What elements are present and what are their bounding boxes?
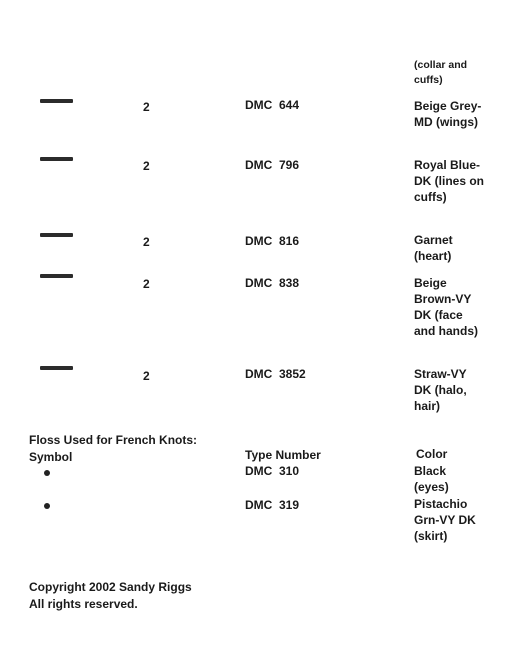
knot-color-name-2: Pistachio Grn-VY DK (skirt) (414, 497, 476, 543)
floss-number-2: DMC 796 (245, 158, 300, 172)
copyright-line: Copyright 2002 Sandy Riggs (29, 580, 192, 594)
french-knot-symbol-2 (44, 503, 50, 509)
color-name-1: Beige Grey-MD (wings) (414, 99, 482, 129)
strands-5: 2 (143, 369, 150, 383)
rights-reserved-line: All rights reserved. (29, 597, 138, 611)
strands-1: 2 (143, 100, 150, 114)
floss-number-4: DMC 838 (245, 276, 300, 290)
color-name-3: Garnet (heart) (414, 233, 453, 263)
knot-floss-number-2: DMC 319 (245, 498, 300, 512)
color-name-5: Straw-VY DK (halo, hair) (414, 367, 467, 413)
floss-number-1: DMC 644 (245, 98, 300, 112)
backstitch-symbol-4 (40, 274, 73, 278)
french-knot-symbol-1 (44, 470, 50, 476)
backstitch-symbol-1 (40, 99, 73, 103)
floss-number-3: DMC 816 (245, 234, 300, 248)
backstitch-symbol-5 (40, 366, 73, 370)
column-header-symbol: Symbol (29, 450, 73, 464)
backstitch-symbol-2 (40, 157, 73, 161)
floss-number-5: DMC 3852 (245, 367, 306, 381)
column-header-color: Color (416, 447, 448, 461)
strands-4: 2 (143, 277, 150, 291)
color-name-4: Beige Brown-VY DK (face and hands) (414, 276, 479, 338)
french-knots-heading: Floss Used for French Knots: (29, 433, 198, 447)
color-name-2: Royal Blue-DK (lines on cuffs) (414, 158, 485, 204)
backstitch-symbol-3 (40, 233, 73, 237)
knot-floss-number-1: DMC 310 (245, 464, 300, 478)
strands-3: 2 (143, 235, 150, 249)
knot-color-name-1: Black (eyes) (414, 464, 449, 494)
strands-2: 2 (143, 159, 150, 173)
column-header-type-number: Type Number (245, 448, 321, 462)
color-note-collar-cuffs: (collar and cuffs) (414, 59, 468, 86)
